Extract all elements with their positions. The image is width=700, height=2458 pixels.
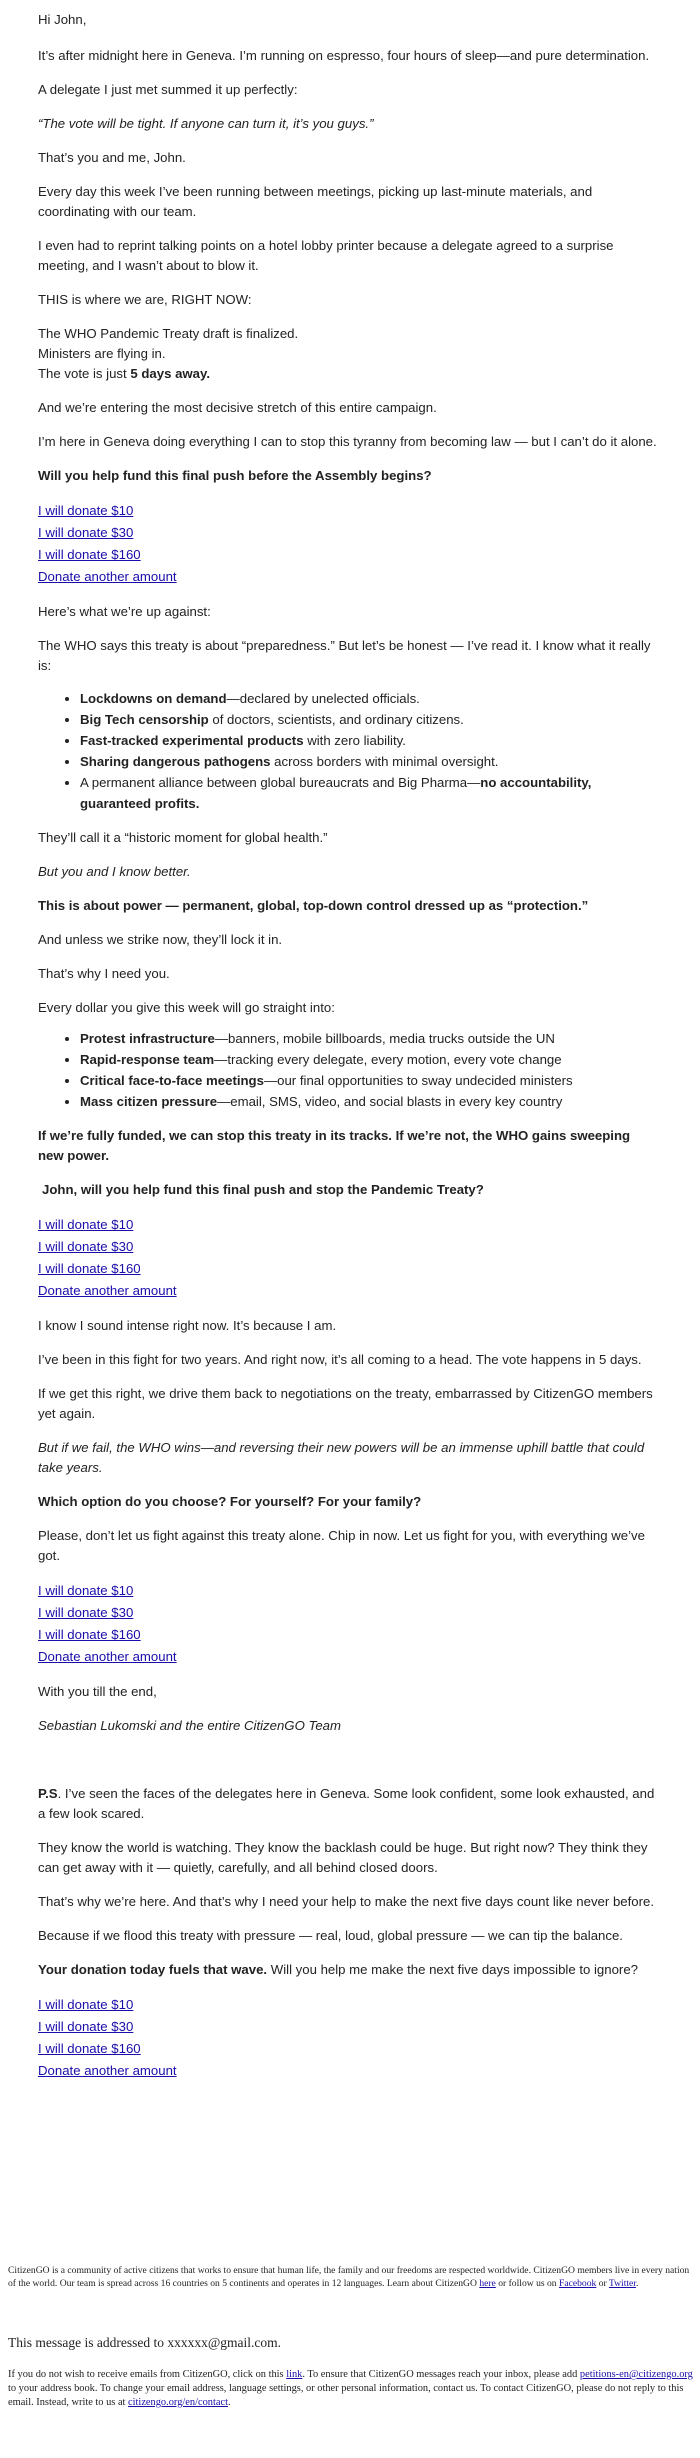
paragraph: Here’s what we’re up against:: [38, 604, 211, 619]
donation-ask: John, will you help fund this final push and stop the Pandemic Treaty?: [42, 1182, 484, 1197]
signoff: With you till the end,: [38, 1684, 157, 1699]
paragraph: The WHO says this treaty is about “preparedness.” But let’s be honest — I’ve read it. I know what it really is:: [38, 638, 651, 673]
donate-10-link[interactable]: I will donate $10: [38, 1583, 134, 1598]
status-line-bold: 5 days away.: [130, 366, 211, 381]
paragraph: I’m here in Geneva doing everything I can to stop this tyranny from becoming law — but I can’t do it alone.: [38, 434, 657, 449]
donate-10-link[interactable]: I will donate $10: [38, 503, 134, 518]
donation-links: [38, 1994, 658, 2082]
paragraph: I know I sound intense right now. It’s because I am.: [38, 1318, 337, 1333]
paragraph: Please, don’t let us fight against this treaty alone. Chip in now. Let us fight for you, with everything we’ve got.: [38, 1528, 645, 1563]
footer-about: CitizenGO is a community of active citizens that works to ensure that human life, the family and our freedoms are respected worldwide. CitizenGO members live in every nation of the world. Our team is spread across 16 countries on 5 continents and operates in 12 languages. Learn about CitizenGO here or follow us on Facebook or Twitter.: [8, 2265, 690, 2289]
unsubscribe-link[interactable]: link: [286, 2369, 303, 2380]
donate-other-link[interactable]: Donate another amount: [38, 1649, 177, 1664]
donation-links: [38, 1214, 658, 1302]
donate-10-link[interactable]: I will donate $10: [38, 1217, 134, 1232]
donate-160-link[interactable]: I will donate $160: [38, 1627, 141, 1642]
paragraph: A delegate I just met summed it up perfectly:: [38, 82, 298, 97]
list-item: • Rapid-response team—tracking every delegate, every motion, every vote change: [80, 1049, 658, 1070]
twitter-link[interactable]: Twitter: [608, 2277, 636, 2289]
paragraph: Every dollar you give this week will go straight into:: [38, 1000, 335, 1015]
paragraph: I even had to reprint talking points on a hotel lobby printer because a delegate agreed to a surprise meeting, and I wasn’t about to blow it.: [38, 238, 614, 273]
paragraph: And unless we strike now, they’ll lock it in.: [38, 932, 283, 947]
contact-link[interactable]: citizengo.org/en/contact: [128, 2397, 228, 2408]
footer-unsubscribe: If you do not wish to receive emails from CitizenGO, click on this link. To ensure that CitizenGO messages reach your inbox, please add petitions-en@citizengo.org to your address book. To change your email address, language settings, or other personal information, contact us. To contact CitizenGO, please do not reply to this email. Instead, write to us at citizengo.org/en/contact.: [8, 2369, 693, 2408]
list-item: • Big Tech censorship of doctors, scientists, and ordinary citizens.: [80, 709, 658, 730]
paragraph: And we’re entering the most decisive stretch of this entire campaign.: [38, 400, 437, 415]
donation-ask: Which option do you choose? For yourself? For your family?: [38, 1494, 422, 1509]
list-item: • A permanent alliance between global bureaucrats and Big Pharma—no accountability, guaranteed profits.: [80, 772, 658, 814]
paragraph: THIS is where we are, RIGHT NOW:: [38, 292, 252, 307]
paragraph: But you and I know better.: [38, 864, 191, 879]
list-item: • Sharing dangerous pathogens across borders with minimal oversight.: [80, 751, 658, 772]
paragraph: This is about power — permanent, global, top-down control dressed up as “protection.”: [38, 898, 589, 913]
paragraph: It’s after midnight here in Geneva. I’m running on espresso, four hours of sleep—and pure determination.: [38, 48, 650, 63]
list-item: • Mass citizen pressure—email, SMS, video, and social blasts in every key country: [80, 1091, 658, 1112]
donation-ask: Will you help fund this final push before the Assembly begins?: [38, 468, 432, 483]
learn-more-link[interactable]: here: [479, 2277, 496, 2289]
paragraph: If we’re fully funded, we can stop this treaty in its tracks. If we’re not, the WHO gains sweeping new power.: [38, 1128, 631, 1163]
donate-30-link[interactable]: I will donate $30: [38, 1605, 134, 1620]
facebook-link[interactable]: Facebook: [558, 2277, 597, 2289]
donate-other-link[interactable]: Donate another amount: [38, 2063, 177, 2078]
uses-list: [38, 1028, 658, 1112]
paragraph: They know the world is watching. They know the backlash could be huge. But right now? They think they can get away with it — quietly, carefully, and all behind closed doors.: [38, 1840, 648, 1875]
ps-paragraph: P.S. I’ve seen the faces of the delegates here in Geneva. Some look confident, some look exhausted, and a few look scared.: [38, 1786, 655, 1821]
donate-30-link[interactable]: I will donate $30: [38, 2019, 134, 2034]
donate-10-link[interactable]: I will donate $10: [38, 1997, 134, 2012]
donate-160-link[interactable]: I will donate $160: [38, 1261, 141, 1276]
paragraph: Every day this week I’ve been running between meetings, picking up last-minute materials, and coordinating with our team.: [38, 184, 593, 219]
paragraph: Your donation today fuels that wave. Will you help me make the next five days impossible to ignore?: [38, 1962, 638, 1977]
donate-160-link[interactable]: I will donate $160: [38, 2041, 141, 2056]
paragraph: Because if we flood this treaty with pressure — real, loud, global pressure — we can tip the balance.: [38, 1928, 623, 1943]
donate-30-link[interactable]: I will donate $30: [38, 1239, 134, 1254]
email-body: [38, 0, 658, 2082]
status-line: The WHO Pandemic Treaty draft is finalized.: [38, 326, 299, 341]
paragraph: That’s you and me, John.: [38, 150, 186, 165]
list-item: • Protest infrastructure—banners, mobile billboards, media trucks outside the UN: [80, 1028, 658, 1049]
delegate-quote: “The vote will be tight. If anyone can turn it, it’s you guys.”: [38, 116, 374, 131]
donation-links: [38, 1580, 658, 1668]
petitions-email-link[interactable]: petitions-en@citizengo.org: [579, 2369, 693, 2380]
status-line: The vote is just: [38, 366, 131, 381]
paragraph: That’s why we’re here. And that’s why I need your help to make the next five days count like never before.: [38, 1894, 655, 1909]
list-item: • Lockdowns on demand—declared by unelected officials.: [80, 688, 658, 709]
spacer: [38, 1736, 658, 1784]
donate-160-link[interactable]: I will donate $160: [38, 547, 141, 562]
donate-30-link[interactable]: I will donate $30: [38, 525, 134, 540]
paragraph: If we get this right, we drive them back to negotiations on the treaty, embarrassed by CitizenGO members yet again.: [38, 1386, 653, 1421]
donate-other-link[interactable]: Donate another amount: [38, 569, 177, 584]
greeting: Hi John,: [38, 12, 87, 27]
footer-addressed: This message is addressed to xxxxxx@gmail.com.: [8, 2335, 282, 2350]
paragraph: They’ll call it a “historic moment for global health.”: [38, 830, 328, 845]
signature: Sebastian Lukomski and the entire CitizenGO Team: [38, 1718, 341, 1733]
paragraph: That’s why I need you.: [38, 966, 170, 981]
status-line: Ministers are flying in.: [38, 346, 166, 361]
ps-label: P.S: [38, 1786, 58, 1801]
list-item: • Critical face-to-face meetings—our final opportunities to sway undecided ministers: [80, 1070, 658, 1091]
paragraph: But if we fail, the WHO wins—and reversing their new powers will be an immense uphill battle that could take years.: [38, 1440, 645, 1475]
donation-links: [38, 500, 658, 588]
donate-other-link[interactable]: Donate another amount: [38, 1283, 177, 1298]
list-item: • Fast-tracked experimental products with zero liability.: [80, 730, 658, 751]
threat-list: [38, 688, 658, 814]
paragraph: I’ve been in this fight for two years. And right now, it’s all coming to a head. The vote happens in 5 days.: [38, 1352, 642, 1367]
status-block: [38, 324, 658, 384]
